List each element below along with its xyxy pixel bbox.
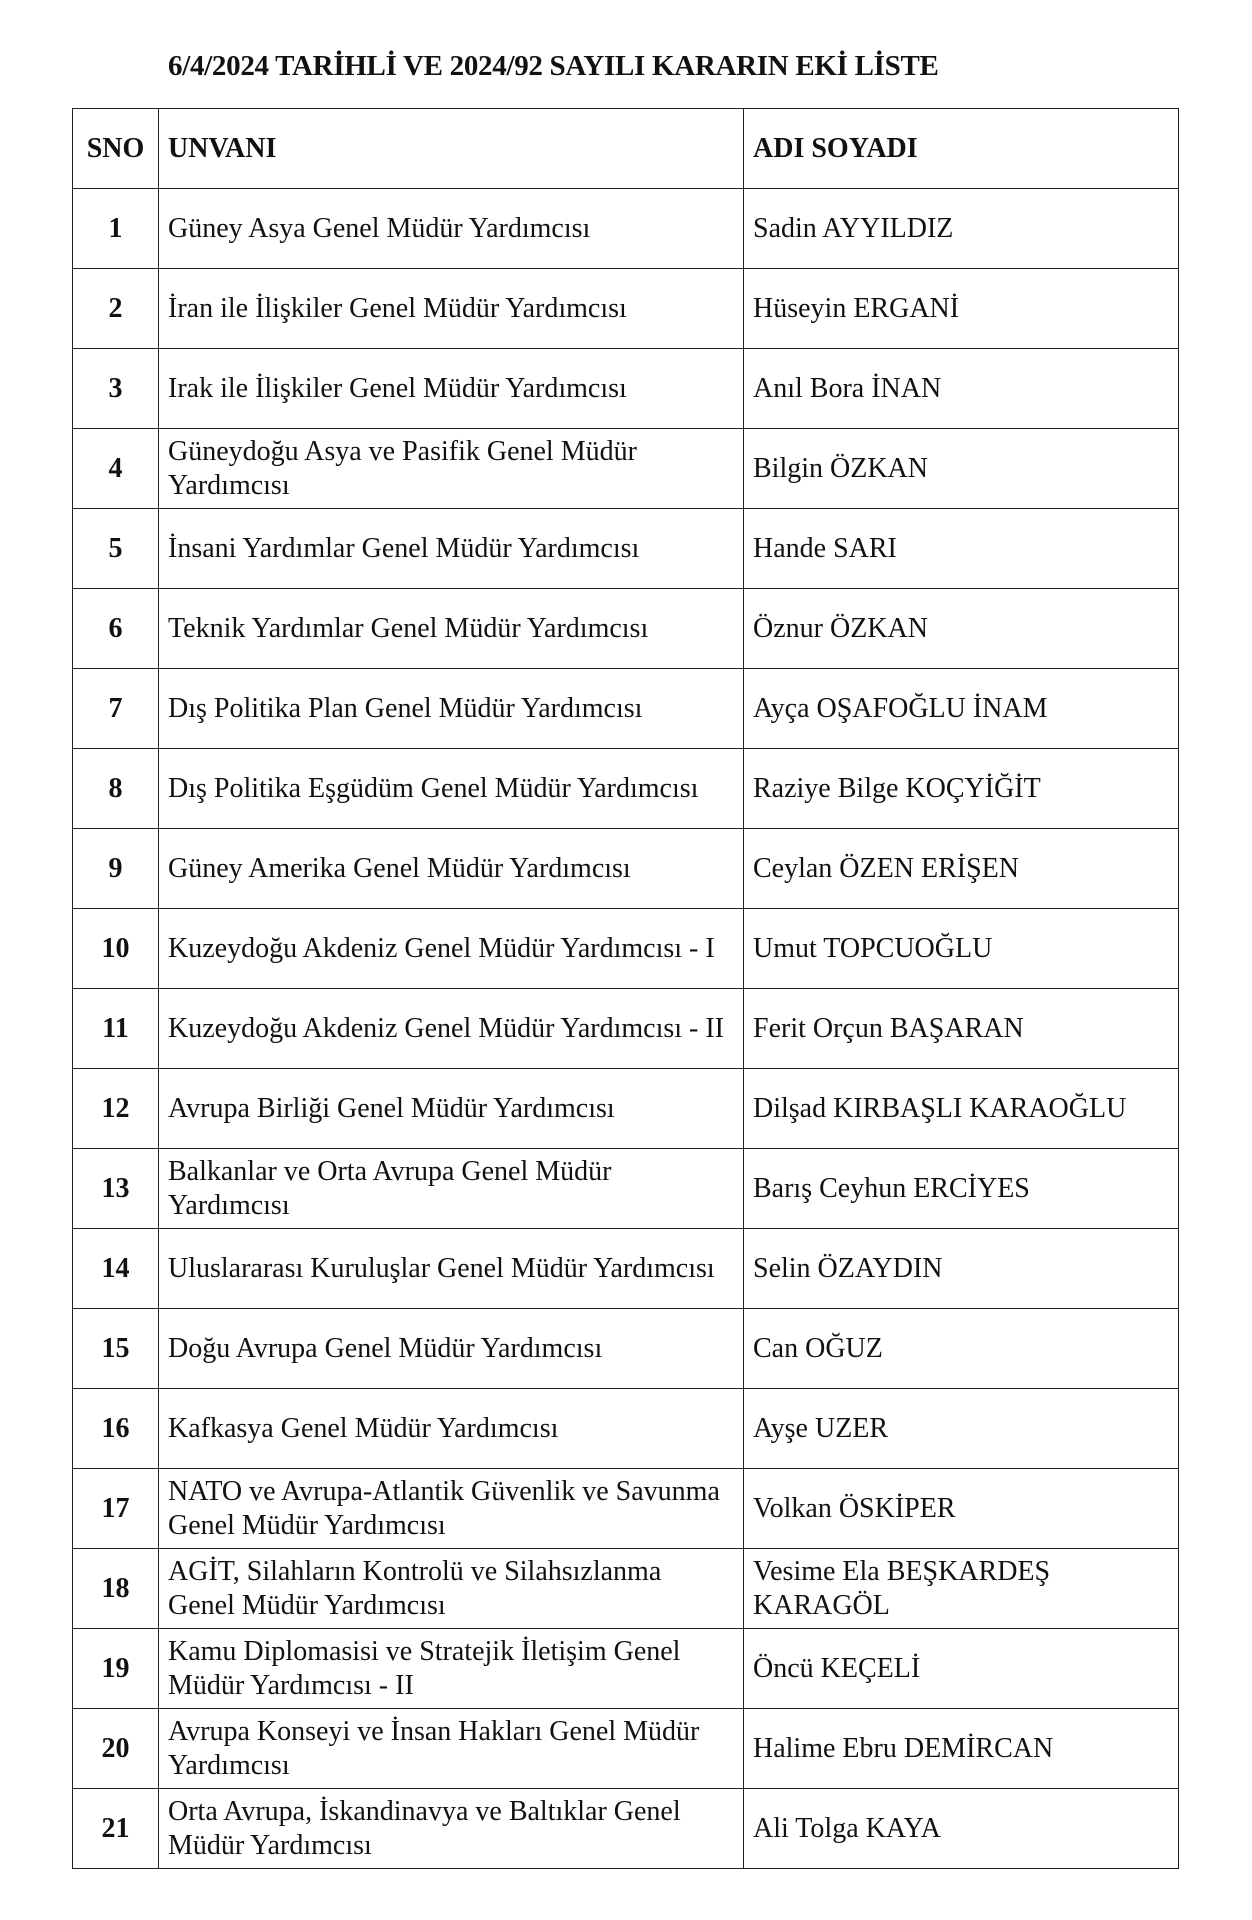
row-adi-soyadi: Ceylan ÖZEN ERİŞEN bbox=[744, 829, 1179, 909]
row-unvani: İran ile İlişkiler Genel Müdür Yardımcısı bbox=[159, 269, 744, 349]
appointment-list-table bbox=[72, 108, 1179, 1869]
row-adi-soyadi: Ayşe UZER bbox=[744, 1389, 1179, 1469]
table-row bbox=[73, 909, 1179, 989]
row-sno: 2 bbox=[73, 269, 159, 349]
row-sno: 11 bbox=[73, 989, 159, 1069]
row-unvani: Dış Politika Plan Genel Müdür Yardımcısı bbox=[159, 669, 744, 749]
row-unvani: Güney Asya Genel Müdür Yardımcısı bbox=[159, 189, 744, 269]
table-row bbox=[73, 1229, 1179, 1309]
table-row bbox=[73, 429, 1179, 509]
table-row bbox=[73, 669, 1179, 749]
row-sno: 19 bbox=[73, 1629, 159, 1709]
row-adi-soyadi: Barış Ceyhun ERCİYES bbox=[744, 1149, 1179, 1229]
row-adi-soyadi: Öncü KEÇELİ bbox=[744, 1629, 1179, 1709]
row-sno: 15 bbox=[73, 1309, 159, 1389]
row-unvani: Avrupa Birliği Genel Müdür Yardımcısı bbox=[159, 1069, 744, 1149]
row-sno: 10 bbox=[73, 909, 159, 989]
row-unvani: Güney Amerika Genel Müdür Yardımcısı bbox=[159, 829, 744, 909]
row-adi-soyadi: Ali Tolga KAYA bbox=[744, 1789, 1179, 1869]
table-row bbox=[73, 1389, 1179, 1469]
table-row bbox=[73, 989, 1179, 1069]
row-adi-soyadi: Hande SARI bbox=[744, 509, 1179, 589]
row-sno: 14 bbox=[73, 1229, 159, 1309]
table-row bbox=[73, 1149, 1179, 1229]
row-unvani: Güneydoğu Asya ve Pasifik Genel Müdür Yardımcısı bbox=[159, 429, 744, 509]
row-adi-soyadi: Halime Ebru DEMİRCAN bbox=[744, 1709, 1179, 1789]
row-unvani: Kuzeydoğu Akdeniz Genel Müdür Yardımcısı - II bbox=[159, 989, 744, 1069]
table-row bbox=[73, 509, 1179, 589]
row-adi-soyadi: Dilşad KIRBAŞLI KARAOĞLU bbox=[744, 1069, 1179, 1149]
row-unvani: Balkanlar ve Orta Avrupa Genel Müdür Yardımcısı bbox=[159, 1149, 744, 1229]
row-unvani: Avrupa Konseyi ve İnsan Hakları Genel Müdür Yardımcısı bbox=[159, 1709, 744, 1789]
row-adi-soyadi: Umut TOPCUOĞLU bbox=[744, 909, 1179, 989]
row-adi-soyadi: Volkan ÖSKİPER bbox=[744, 1469, 1179, 1549]
row-adi-soyadi: Ferit Orçun BAŞARAN bbox=[744, 989, 1179, 1069]
row-adi-soyadi: Sadin AYYILDIZ bbox=[744, 189, 1179, 269]
table-row bbox=[73, 829, 1179, 909]
row-adi-soyadi: Öznur ÖZKAN bbox=[744, 589, 1179, 669]
table-row bbox=[73, 1309, 1179, 1389]
row-unvani: Irak ile İlişkiler Genel Müdür Yardımcısı bbox=[159, 349, 744, 429]
table-row bbox=[73, 1469, 1179, 1549]
page-title: 6/4/2024 TARİHLİ VE 2024/92 SAYILI KARARIN EKİ LİSTE bbox=[168, 50, 939, 82]
header-adi-soyadi: ADI SOYADI bbox=[744, 109, 1179, 189]
row-sno: 18 bbox=[73, 1549, 159, 1629]
table-row bbox=[73, 349, 1179, 429]
table-row bbox=[73, 1789, 1179, 1869]
table-row bbox=[73, 189, 1179, 269]
row-adi-soyadi: Bilgin ÖZKAN bbox=[744, 429, 1179, 509]
row-sno: 16 bbox=[73, 1389, 159, 1469]
row-sno: 6 bbox=[73, 589, 159, 669]
table-body bbox=[73, 189, 1179, 1869]
row-unvani: Uluslararası Kuruluşlar Genel Müdür Yardımcısı bbox=[159, 1229, 744, 1309]
table-row bbox=[73, 749, 1179, 829]
table-row bbox=[73, 1549, 1179, 1629]
row-unvani: Kafkasya Genel Müdür Yardımcısı bbox=[159, 1389, 744, 1469]
row-adi-soyadi: Can OĞUZ bbox=[744, 1309, 1179, 1389]
row-adi-soyadi: Vesime Ela BEŞKARDEŞ KARAGÖL bbox=[744, 1549, 1179, 1629]
row-unvani: Doğu Avrupa Genel Müdür Yardımcısı bbox=[159, 1309, 744, 1389]
row-sno: 9 bbox=[73, 829, 159, 909]
row-unvani: Teknik Yardımlar Genel Müdür Yardımcısı bbox=[159, 589, 744, 669]
header-unvani: UNVANI bbox=[159, 109, 744, 189]
row-sno: 12 bbox=[73, 1069, 159, 1149]
row-adi-soyadi: Raziye Bilge KOÇYİĞİT bbox=[744, 749, 1179, 829]
row-sno: 4 bbox=[73, 429, 159, 509]
header-sno: SNO bbox=[73, 109, 159, 189]
row-sno: 13 bbox=[73, 1149, 159, 1229]
table-row bbox=[73, 269, 1179, 349]
row-sno: 5 bbox=[73, 509, 159, 589]
row-unvani: Dış Politika Eşgüdüm Genel Müdür Yardımcısı bbox=[159, 749, 744, 829]
row-sno: 7 bbox=[73, 669, 159, 749]
row-sno: 17 bbox=[73, 1469, 159, 1549]
row-unvani: Kuzeydoğu Akdeniz Genel Müdür Yardımcısı - I bbox=[159, 909, 744, 989]
row-sno: 20 bbox=[73, 1709, 159, 1789]
row-adi-soyadi: Anıl Bora İNAN bbox=[744, 349, 1179, 429]
row-sno: 21 bbox=[73, 1789, 159, 1869]
row-unvani: NATO ve Avrupa-Atlantik Güvenlik ve Savunma Genel Müdür Yardımcısı bbox=[159, 1469, 744, 1549]
row-unvani: İnsani Yardımlar Genel Müdür Yardımcısı bbox=[159, 509, 744, 589]
header-row bbox=[73, 109, 1179, 189]
row-unvani: Orta Avrupa, İskandinavya ve Baltıklar Genel Müdür Yardımcısı bbox=[159, 1789, 744, 1869]
row-sno: 8 bbox=[73, 749, 159, 829]
table-row bbox=[73, 1709, 1179, 1789]
row-adi-soyadi: Ayça OŞAFOĞLU İNAM bbox=[744, 669, 1179, 749]
row-adi-soyadi: Hüseyin ERGANİ bbox=[744, 269, 1179, 349]
row-unvani: AGİT, Silahların Kontrolü ve Silahsızlanma Genel Müdür Yardımcısı bbox=[159, 1549, 744, 1629]
row-sno: 1 bbox=[73, 189, 159, 269]
table-row bbox=[73, 1629, 1179, 1709]
row-adi-soyadi: Selin ÖZAYDIN bbox=[744, 1229, 1179, 1309]
row-sno: 3 bbox=[73, 349, 159, 429]
row-unvani: Kamu Diplomasisi ve Stratejik İletişim Genel Müdür Yardımcısı - II bbox=[159, 1629, 744, 1709]
table-row bbox=[73, 1069, 1179, 1149]
table-row bbox=[73, 589, 1179, 669]
